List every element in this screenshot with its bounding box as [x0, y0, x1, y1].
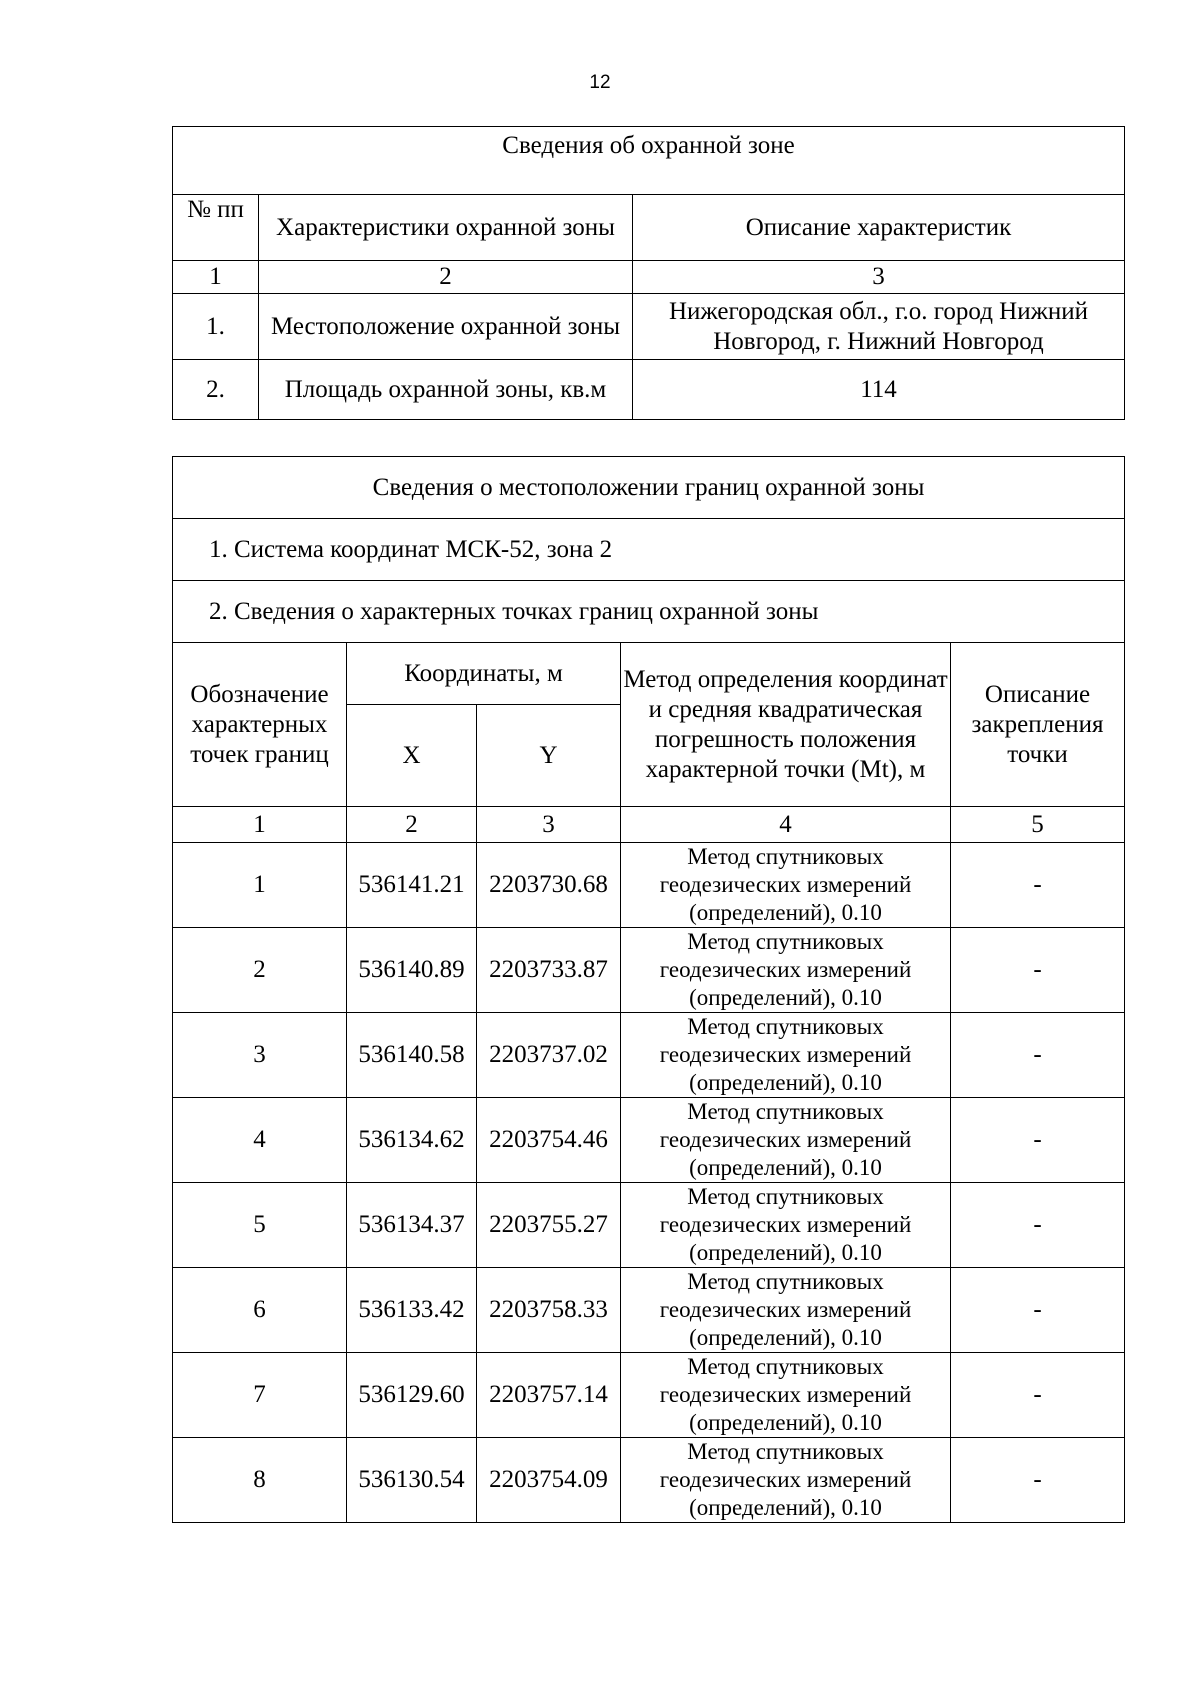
- point-x: 536140.89: [347, 928, 477, 1013]
- points-body: [173, 843, 1125, 1523]
- col-number-1: 1: [173, 261, 259, 294]
- table-row: [173, 928, 1125, 1013]
- point-method: Метод спутниковых геодезических измерений (определений), 0.10: [621, 1013, 951, 1098]
- point-id: 3: [173, 1013, 347, 1098]
- point-x: 536134.62: [347, 1098, 477, 1183]
- header-method: Метод определения координат и средняя квадратическая погрешность положения характерной точки (Mt), м: [621, 643, 951, 807]
- header-y: Y: [477, 705, 621, 807]
- point-fixing: -: [951, 1183, 1125, 1268]
- point-x: 536130.54: [347, 1438, 477, 1523]
- point-y: 2203754.46: [477, 1098, 621, 1183]
- point-fixing: -: [951, 1013, 1125, 1098]
- boundary-title: Сведения о местоположении границ охранной зоны: [173, 457, 1125, 519]
- point-x: 536141.21: [347, 843, 477, 928]
- zone-info-table: [172, 126, 1125, 420]
- coord-system: 1. Система координат МСК-52, зона 2: [173, 519, 1125, 581]
- point-id: 5: [173, 1183, 347, 1268]
- point-id: 4: [173, 1098, 347, 1183]
- row-name: Местоположение охранной зоны: [259, 294, 633, 360]
- row-name: Площадь охранной зоны, кв.м: [259, 360, 633, 420]
- header-x: X: [347, 705, 477, 807]
- point-x: 536140.58: [347, 1013, 477, 1098]
- point-y: 2203755.27: [477, 1183, 621, 1268]
- point-id: 2: [173, 928, 347, 1013]
- col-number-2: 2: [347, 807, 477, 843]
- point-fixing: -: [951, 1353, 1125, 1438]
- point-method: Метод спутниковых геодезических измерений (определений), 0.10: [621, 928, 951, 1013]
- point-method: Метод спутниковых геодезических измерений (определений), 0.10: [621, 1183, 951, 1268]
- point-fixing: -: [951, 928, 1125, 1013]
- point-x: 536129.60: [347, 1353, 477, 1438]
- point-method: Метод спутниковых геодезических измерений (определений), 0.10: [621, 1268, 951, 1353]
- point-y: 2203754.09: [477, 1438, 621, 1523]
- header-coords: Координаты, м: [347, 643, 621, 705]
- col-number-5: 5: [951, 807, 1125, 843]
- table-row: [173, 1013, 1125, 1098]
- boundary-table: [172, 456, 1125, 1523]
- point-id: 8: [173, 1438, 347, 1523]
- col-number-3: 3: [633, 261, 1125, 294]
- point-x: 536134.37: [347, 1183, 477, 1268]
- point-y: 2203757.14: [477, 1353, 621, 1438]
- point-y: 2203733.87: [477, 928, 621, 1013]
- point-y: 2203758.33: [477, 1268, 621, 1353]
- header-description: Описание характеристик: [633, 195, 1125, 261]
- header-fixing: Описание закрепления точки: [951, 643, 1125, 807]
- row-number: 2.: [173, 360, 259, 420]
- point-id: 6: [173, 1268, 347, 1353]
- point-fixing: -: [951, 843, 1125, 928]
- point-method: Метод спутниковых геодезических измерений (определений), 0.10: [621, 1438, 951, 1523]
- point-method: Метод спутниковых геодезических измерений (определений), 0.10: [621, 1098, 951, 1183]
- table-row: [173, 1438, 1125, 1523]
- table-row: [173, 1353, 1125, 1438]
- header-number: № пп: [173, 195, 259, 261]
- point-x: 536133.42: [347, 1268, 477, 1353]
- point-method: Метод спутниковых геодезических измерений (определений), 0.10: [621, 843, 951, 928]
- point-fixing: -: [951, 1268, 1125, 1353]
- point-id: 7: [173, 1353, 347, 1438]
- point-fixing: -: [951, 1438, 1125, 1523]
- col-number-1: 1: [173, 807, 347, 843]
- point-y: 2203737.02: [477, 1013, 621, 1098]
- row-value: Нижегородская обл., г.о. город Нижний Новгород, г. Нижний Новгород: [633, 294, 1125, 360]
- table-row: [173, 1098, 1125, 1183]
- col-number-4: 4: [621, 807, 951, 843]
- row-value: 114: [633, 360, 1125, 420]
- point-fixing: -: [951, 1098, 1125, 1183]
- zone-info-title: Сведения об охранной зоне: [173, 127, 1125, 195]
- table-row: [173, 843, 1125, 928]
- row-number: 1.: [173, 294, 259, 360]
- col-number-2: 2: [259, 261, 633, 294]
- point-y: 2203730.68: [477, 843, 621, 928]
- point-method: Метод спутниковых геодезических измерений (определений), 0.10: [621, 1353, 951, 1438]
- point-id: 1: [173, 843, 347, 928]
- header-point: Обозначение характерных точек границ: [173, 643, 347, 807]
- page-number: 12: [589, 72, 611, 93]
- col-number-3: 3: [477, 807, 621, 843]
- table-row: [173, 1183, 1125, 1268]
- points-title: 2. Сведения о характерных точках границ охранной зоны: [173, 581, 1125, 643]
- table-row: [173, 1268, 1125, 1353]
- header-characteristics: Характеристики охранной зоны: [259, 195, 633, 261]
